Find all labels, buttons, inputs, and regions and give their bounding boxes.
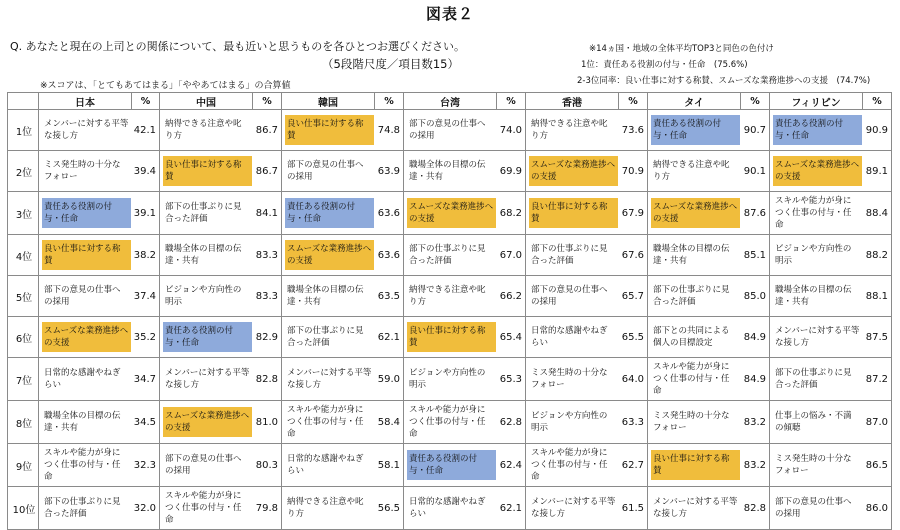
percent-header: % (497, 93, 526, 110)
score-value: 74.8 (375, 110, 404, 151)
item-text: 責任ある役割の付与・任命 (285, 198, 374, 228)
item-text: 部下の仕事ぶりに見合った評価 (653, 285, 730, 307)
item-cell (160, 276, 253, 317)
item-cell (282, 358, 375, 401)
item-text: ビジョンや方向性の明示 (409, 368, 486, 390)
item-text: 部下との共同による個人の目標設定 (653, 326, 730, 348)
table-body (8, 110, 892, 530)
item-text: 部下の意見の仕事への採用 (44, 285, 121, 307)
rank-label: 6位 (8, 317, 39, 358)
score-value: 83.2 (741, 401, 770, 444)
item-cell (282, 192, 375, 235)
score-value: 88.1 (863, 276, 892, 317)
item-text: 職場全体の目標の伝達・共有 (409, 160, 486, 182)
item-text: スムーズな業務進捗への支援 (285, 240, 374, 270)
rank-label: 9位 (8, 444, 39, 487)
score-value: 83.3 (253, 276, 282, 317)
score-value: 67.6 (619, 235, 648, 276)
item-text: スキルや能力が身につく仕事の付与・任命 (165, 491, 242, 525)
item-cell (526, 317, 619, 358)
item-text: 職場全体の目標の伝達・共有 (653, 244, 730, 266)
item-cell (648, 235, 741, 276)
item-cell (160, 358, 253, 401)
score-value: 65.7 (619, 276, 648, 317)
score-value: 66.2 (497, 276, 526, 317)
table-row (8, 110, 892, 151)
score-value: 63.6 (375, 235, 404, 276)
score-value: 81.0 (253, 401, 282, 444)
percent-header: % (619, 93, 648, 110)
country-header: 香港 (526, 93, 619, 110)
item-cell (160, 110, 253, 151)
item-text: 日常的な感謝やねぎらい (409, 497, 486, 519)
score-value: 86.7 (253, 151, 282, 192)
item-cell (526, 235, 619, 276)
item-cell (526, 358, 619, 401)
item-text: 日常的な感謝やねぎらい (44, 368, 121, 390)
item-cell (648, 358, 741, 401)
item-text: 責任ある役割の付与・任命 (42, 198, 131, 228)
item-text: メンバーに対する平等な接し方 (653, 497, 738, 519)
item-text: 部下の仕事ぶりに見合った評価 (409, 244, 486, 266)
score-value: 82.8 (253, 358, 282, 401)
item-cell (160, 151, 253, 192)
score-value: 34.5 (132, 401, 160, 444)
score-value: 86.7 (253, 110, 282, 151)
percent-header: % (375, 93, 404, 110)
score-value: 90.9 (863, 110, 892, 151)
score-value: 88.2 (863, 235, 892, 276)
item-text: 良い仕事に対する称賛 (407, 322, 496, 352)
item-cell (770, 401, 863, 444)
item-text: メンバーに対する平等な接し方 (531, 497, 616, 519)
item-text: ミス発生時の十分なフォロー (653, 411, 730, 433)
score-value: 84.9 (741, 358, 770, 401)
item-text: スキルや能力が身につく仕事の付与・任命 (653, 362, 730, 396)
item-cell (39, 110, 132, 151)
score-value: 87.2 (863, 358, 892, 401)
country-header: タイ (648, 93, 741, 110)
item-text: 部下の仕事ぶりに見合った評価 (287, 326, 364, 348)
item-text: 良い仕事に対する称賛 (285, 115, 374, 145)
score-value: 62.4 (497, 444, 526, 487)
score-value: 58.4 (375, 401, 404, 444)
country-header: 韓国 (282, 93, 375, 110)
item-text: 納得できる注意や叱り方 (287, 497, 364, 519)
item-text: 部下の仕事ぶりに見合った評価 (775, 368, 852, 390)
rank-label: 2位 (8, 151, 39, 192)
item-cell (404, 276, 497, 317)
color-legend (577, 41, 871, 89)
country-header: フィリピン (770, 93, 863, 110)
percent-header: % (863, 93, 892, 110)
score-value: 63.9 (375, 151, 404, 192)
score-value: 87.5 (863, 317, 892, 358)
item-cell (282, 151, 375, 192)
score-value: 32.0 (132, 487, 160, 530)
score-value: 82.8 (741, 487, 770, 530)
item-text: ミス発生時の十分なフォロー (531, 368, 608, 390)
item-text: メンバーに対する平等な接し方 (165, 368, 250, 390)
item-text: 部下の意見の仕事への採用 (531, 285, 608, 307)
rank-label: 4位 (8, 235, 39, 276)
score-value: 64.0 (619, 358, 648, 401)
table-row (8, 317, 892, 358)
item-text: スキルや能力が身につく仕事の付与・任命 (287, 405, 364, 439)
item-cell (526, 110, 619, 151)
score-value: 42.1 (132, 110, 160, 151)
item-text: スムーズな業務進捗への支援 (42, 322, 131, 352)
table-row (8, 444, 892, 487)
score-value: 65.5 (619, 317, 648, 358)
score-value: 38.2 (132, 235, 160, 276)
item-cell (770, 444, 863, 487)
score-value: 83.2 (741, 444, 770, 487)
item-cell (160, 487, 253, 530)
item-text: 良い仕事に対する称賛 (163, 156, 252, 186)
item-text: 納得できる注意や叱り方 (531, 119, 608, 141)
item-text: ビジョンや方向性の明示 (775, 244, 852, 266)
item-cell (770, 487, 863, 530)
item-text: ミス発生時の十分なフォロー (775, 454, 852, 476)
item-cell (648, 276, 741, 317)
score-value: 63.6 (375, 192, 404, 235)
item-cell (39, 444, 132, 487)
table-row (8, 358, 892, 401)
score-value: 82.9 (253, 317, 282, 358)
item-cell (648, 401, 741, 444)
score-value: 61.5 (619, 487, 648, 530)
item-cell (648, 487, 741, 530)
rank-label: 1位 (8, 110, 39, 151)
item-cell (282, 317, 375, 358)
item-text: 責任ある役割の付与・任命 (407, 450, 496, 480)
item-text: ビジョンや方向性の明示 (165, 285, 242, 307)
legend-line-3: 2-3位同率：良い仕事に対する称賛、スムーズな業務進捗への支援 (74.7%) (577, 76, 871, 86)
item-cell (39, 276, 132, 317)
item-cell (770, 276, 863, 317)
item-text: 職場全体の目標の伝達・共有 (287, 285, 364, 307)
question-text: Q. あなたと現在の上司との関係について、最も近いと思うものを各ひとつお選びください。 (10, 40, 465, 53)
rank-label: 8位 (8, 401, 39, 444)
item-cell (770, 192, 863, 235)
item-text: 部下の仕事ぶりに見合った評価 (44, 497, 121, 519)
scale-note: （5段階尺度／項目数15） (322, 57, 459, 71)
score-value: 74.0 (497, 110, 526, 151)
percent-header: % (253, 93, 282, 110)
item-text: 職場全体の目標の伝達・共有 (775, 285, 852, 307)
rank-label: 5位 (8, 276, 39, 317)
table-header-row (8, 93, 892, 110)
score-value: 34.7 (132, 358, 160, 401)
country-header: 日本 (39, 93, 132, 110)
item-text: 納得できる注意や叱り方 (165, 119, 242, 141)
item-cell (282, 487, 375, 530)
item-cell (404, 317, 497, 358)
score-value: 62.1 (375, 317, 404, 358)
score-value: 67.0 (497, 235, 526, 276)
item-text: スキルや能力が身につく仕事の付与・任命 (409, 405, 486, 439)
item-text: 良い仕事に対する称賛 (651, 450, 740, 480)
item-text: 部下の仕事ぶりに見合った評価 (531, 244, 608, 266)
item-text: 日常的な感謝やねぎらい (287, 454, 364, 476)
score-value: 90.7 (741, 110, 770, 151)
item-cell (282, 401, 375, 444)
country-header: 中国 (160, 93, 253, 110)
score-value: 84.9 (741, 317, 770, 358)
item-cell (770, 358, 863, 401)
item-text: 仕事上の悩み・不満の傾聴 (775, 411, 852, 433)
item-text: 部下の意見の仕事への採用 (775, 497, 852, 519)
item-text: 部下の意見の仕事への採用 (165, 454, 242, 476)
table-row (8, 487, 892, 530)
score-value: 65.3 (497, 358, 526, 401)
score-value: 62.7 (619, 444, 648, 487)
item-text: 納得できる注意や叱り方 (409, 285, 486, 307)
item-cell (404, 444, 497, 487)
item-text: 部下の意見の仕事への採用 (287, 160, 364, 182)
table-row (8, 401, 892, 444)
score-value: 69.9 (497, 151, 526, 192)
item-text: 部下の意見の仕事への採用 (409, 119, 486, 141)
score-value: 88.4 (863, 192, 892, 235)
country-header: 台湾 (404, 93, 497, 110)
item-text: メンバーに対する平等な接し方 (775, 326, 860, 348)
rank-label: 10位 (8, 487, 39, 530)
score-value: 90.1 (741, 151, 770, 192)
score-value: 37.4 (132, 276, 160, 317)
table-row (8, 276, 892, 317)
item-cell (160, 444, 253, 487)
score-value: 32.3 (132, 444, 160, 487)
table-row (8, 151, 892, 192)
item-cell (648, 192, 741, 235)
legend-line-2: 1位：責任ある役割の付与・任命 (75.6%) (581, 60, 748, 70)
item-cell (770, 235, 863, 276)
item-cell (404, 358, 497, 401)
item-text: スムーズな業務進捗への支援 (651, 198, 740, 228)
score-value: 89.1 (863, 151, 892, 192)
score-value: 85.0 (741, 276, 770, 317)
item-text: スムーズな業務進捗への支援 (407, 198, 496, 228)
item-cell (526, 276, 619, 317)
score-value: 67.9 (619, 192, 648, 235)
item-cell (282, 276, 375, 317)
item-cell (648, 317, 741, 358)
item-text: 良い仕事に対する称賛 (529, 198, 618, 228)
score-value: 70.9 (619, 151, 648, 192)
item-cell (39, 487, 132, 530)
item-text: 職場全体の目標の伝達・共有 (165, 244, 242, 266)
score-value: 85.1 (741, 235, 770, 276)
score-value: 39.4 (132, 151, 160, 192)
item-cell (39, 401, 132, 444)
item-cell (282, 110, 375, 151)
score-value: 58.1 (375, 444, 404, 487)
score-value: 39.1 (132, 192, 160, 235)
item-text: 職場全体の目標の伝達・共有 (44, 411, 121, 433)
item-cell (282, 235, 375, 276)
item-text: 責任ある役割の付与・任命 (163, 322, 252, 352)
item-cell (39, 317, 132, 358)
score-value: 35.2 (132, 317, 160, 358)
score-value: 68.2 (497, 192, 526, 235)
item-cell (526, 151, 619, 192)
item-text: 責任ある役割の付与・任命 (651, 115, 740, 145)
item-text: 日常的な感謝やねぎらい (531, 326, 608, 348)
item-cell (770, 151, 863, 192)
item-text: スキルや能力が身につく仕事の付与・任命 (44, 448, 121, 482)
item-cell (404, 192, 497, 235)
item-text: ミス発生時の十分なフォロー (44, 160, 121, 182)
item-cell (160, 317, 253, 358)
score-value: 63.5 (375, 276, 404, 317)
rank-label: 7位 (8, 358, 39, 401)
table-row (8, 235, 892, 276)
rank-label: 3位 (8, 192, 39, 235)
item-text: ビジョンや方向性の明示 (531, 411, 608, 433)
percent-header: % (132, 93, 160, 110)
score-value: 79.8 (253, 487, 282, 530)
item-text: スムーズな業務進捗への支援 (529, 156, 618, 186)
item-text: 部下の仕事ぶりに見合った評価 (165, 202, 242, 224)
item-cell (648, 110, 741, 151)
legend-line-1: ※14ヵ国・地域の全体平均TOP3と同色の色付け (589, 44, 774, 54)
item-cell (160, 192, 253, 235)
score-value: 83.3 (253, 235, 282, 276)
score-value: 73.6 (619, 110, 648, 151)
item-text: 責任ある役割の付与・任命 (773, 115, 862, 145)
score-value: 62.1 (497, 487, 526, 530)
item-cell (526, 487, 619, 530)
score-note: ※スコアは、「とてもあてはまる」「ややあてはまる」の合算値 (40, 81, 291, 91)
item-text: メンバーに対する平等な接し方 (287, 368, 372, 390)
item-cell (770, 110, 863, 151)
item-text: スキルや能力が身につく仕事の付与・任命 (531, 448, 608, 482)
score-value: 86.5 (863, 444, 892, 487)
score-value: 80.3 (253, 444, 282, 487)
table-row (8, 192, 892, 235)
score-value: 59.0 (375, 358, 404, 401)
score-value: 56.5 (375, 487, 404, 530)
item-text: スキルや能力が身につく仕事の付与・任命 (775, 196, 852, 230)
item-cell (404, 110, 497, 151)
item-cell (770, 317, 863, 358)
item-cell (648, 151, 741, 192)
item-cell (404, 401, 497, 444)
item-cell (526, 401, 619, 444)
item-text: スムーズな業務進捗への支援 (163, 407, 252, 437)
percent-header: % (741, 93, 770, 110)
item-cell (404, 235, 497, 276)
item-text: メンバーに対する平等な接し方 (44, 119, 129, 141)
item-cell (160, 401, 253, 444)
figure-title: 図表２ (425, 5, 474, 23)
score-value: 63.3 (619, 401, 648, 444)
item-cell (282, 444, 375, 487)
rank-header (8, 93, 39, 110)
item-text: 良い仕事に対する称賛 (42, 240, 131, 270)
item-cell (404, 151, 497, 192)
score-value: 84.1 (253, 192, 282, 235)
item-text: スムーズな業務進捗への支援 (773, 156, 862, 186)
item-cell (526, 192, 619, 235)
item-cell (39, 235, 132, 276)
score-value: 62.8 (497, 401, 526, 444)
score-value: 87.0 (863, 401, 892, 444)
ranking-table (7, 92, 892, 530)
score-value: 86.0 (863, 487, 892, 530)
item-cell (526, 444, 619, 487)
item-text: 納得できる注意や叱り方 (653, 160, 730, 182)
score-value: 65.4 (497, 317, 526, 358)
item-cell (648, 444, 741, 487)
item-cell (39, 151, 132, 192)
item-cell (39, 192, 132, 235)
score-value: 87.6 (741, 192, 770, 235)
item-cell (404, 487, 497, 530)
item-cell (160, 235, 253, 276)
item-cell (39, 358, 132, 401)
